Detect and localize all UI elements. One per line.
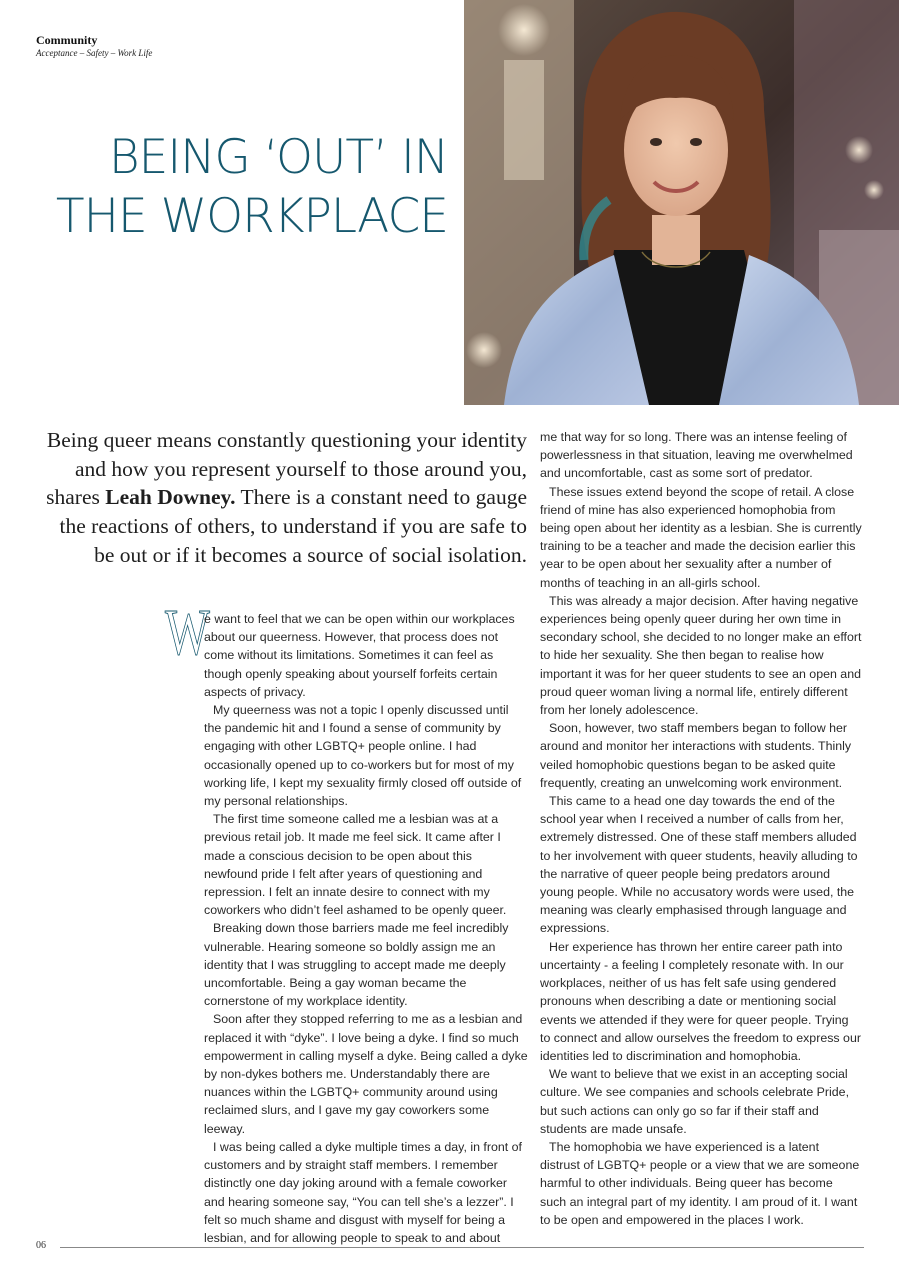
paragraph: e want to feel that we can be open within our workplaces about our queerness. However, that process does not come without its limitations. Sometimes it can feel as though openly speaking about yourself forfeits certain aspects of privacy. [204, 612, 515, 699]
article-title [40, 128, 448, 246]
paragraph: Soon after they stopped referring to me as a lesbian and replaced it with “dyke”. I love being a dyke. I find so much empowerment in calling myself a dyke. Being called a dyke by non-dykes bothers me. Understandably there are nuances within the LGBTQ+ community around using reclaimed slurs, and I gave my gay coworkers some leeway. [204, 1012, 528, 1136]
drop-cap: W [165, 596, 210, 669]
author-name: Leah Downey. [105, 485, 236, 510]
paragraph: I was being called a dyke multiple times a day, in front of customers and by straight staff members. I remember distinctly one day joking around with a female coworker and hearing someone say, “You can tell she’s a lezzer”. I felt so much shame and disgust with myself for being a lesbian, and for allowing people to speak to and about [204, 1139, 523, 1245]
body-column-right [540, 428, 862, 1229]
section-tags: Acceptance – Safety – Work Life [36, 48, 153, 58]
section-header [36, 34, 152, 59]
paragraph: This came to a head one day towards the end of the school year when I received a number of calls from her, extremely distressed. One of these staff members alluded to her involvement with queer students, heavily alluding to the narrative of queer people being predators around young people. While no accusatory words were used, the meaning was clearly emphasised through language and expressions. [540, 794, 858, 936]
paragraph: Her experience has thrown her entire career path into uncertainty - a feeling I completely resonate with. In our workplaces, neither of us has felt safe using gendered pronouns when describing a date or mentioning social events we attended if they were for queer people. Trying to connect and allow ourselves the freedom to express our identities led to discrimination and homophobia. [540, 939, 861, 1063]
article-title-line-1: BEING ‘OUT’ IN [108, 130, 448, 185]
paragraph: The homophobia we have experienced is a latent distrust of LGBTQ+ people or a view that we are someone harmful to other individuals. Being queer has become such an integral part of my identity. I am proud of it. I want to be open and empowered in the places I work. [540, 1139, 860, 1227]
footer-rule [60, 1247, 864, 1248]
article-title-line-2: THE WORKPLACE [55, 189, 448, 244]
paragraph: My queerness was not a topic I openly discussed until the pandemic hit and I found a sense of community by engaging with other LGBTQ+ people online. I had occasionally opened up to co-workers but for most of my working life, I kept my sexuality firmly closed off outside of my personal relationships. [204, 703, 522, 809]
section-name: Community [36, 33, 98, 47]
paragraph: me that way for so long. There was an intense feeling of powerlessness in that situation, leaving me overwhelmed and uncomfortable, cast as some sort of predator. [540, 430, 853, 481]
author-photo [464, 0, 899, 405]
standfirst-text-continued: There is a constant need to gauge the reactions of others, to understand if you are safe to be out or if it becomes a source of social isolation. [59, 485, 527, 567]
paragraph: We want to believe that we exist in an accepting social culture. We see companies and schools celebrate Pride, but such actions can only go so far if their staff and students are made unsafe. [540, 1067, 850, 1136]
paragraph: Breaking down those barriers made me feel incredibly vulnerable. Hearing someone so boldly assign me an identity that I was struggling to accept made me deeply uncomfortable. Being a gay woman became the cornerstone of my workplace identity. [204, 921, 509, 1009]
body-column-left [204, 610, 528, 1247]
page-number: 06 [36, 1240, 46, 1251]
paragraph: The first time someone called me a lesbian was at a previous retail job. It made me feel sick. It came after I made a conscious decision to be open about this newfound pride I felt after years of questioning and repression. I felt an innate desire to connect with my coworkers who didn’t feel ashamed to be openly queer. [204, 812, 507, 918]
page-footer [36, 1240, 864, 1254]
standfirst [40, 426, 527, 570]
paragraph: This was already a major decision. After having negative experiences being openly queer during her own time in secondary school, she decided to no longer make an effort to hide her sexuality. She then began to realise how important it was for her queer students to see an open and proud queer woman living a normal life, entirely different from her lonely adolescence. [540, 593, 862, 718]
paragraph: Soon, however, two staff members began to follow her around and monitor her interactions with students. Thinly veiled homophobic questions began to be asked quite frequently, creating an unwelcoming work environment. [540, 721, 852, 790]
standfirst-text: Being queer means constantly questioning your identity and how you represent yourself to those around you, shares [46, 428, 527, 510]
paragraph: These issues extend beyond the scope of retail. A close friend of mine has also experienced homophobia from being open about her identity as a lesbian. She is currently training to be a teacher and made the decision earlier this year to be open about her sexuality after a number of months of teaching in an all-girls school. [540, 484, 862, 590]
